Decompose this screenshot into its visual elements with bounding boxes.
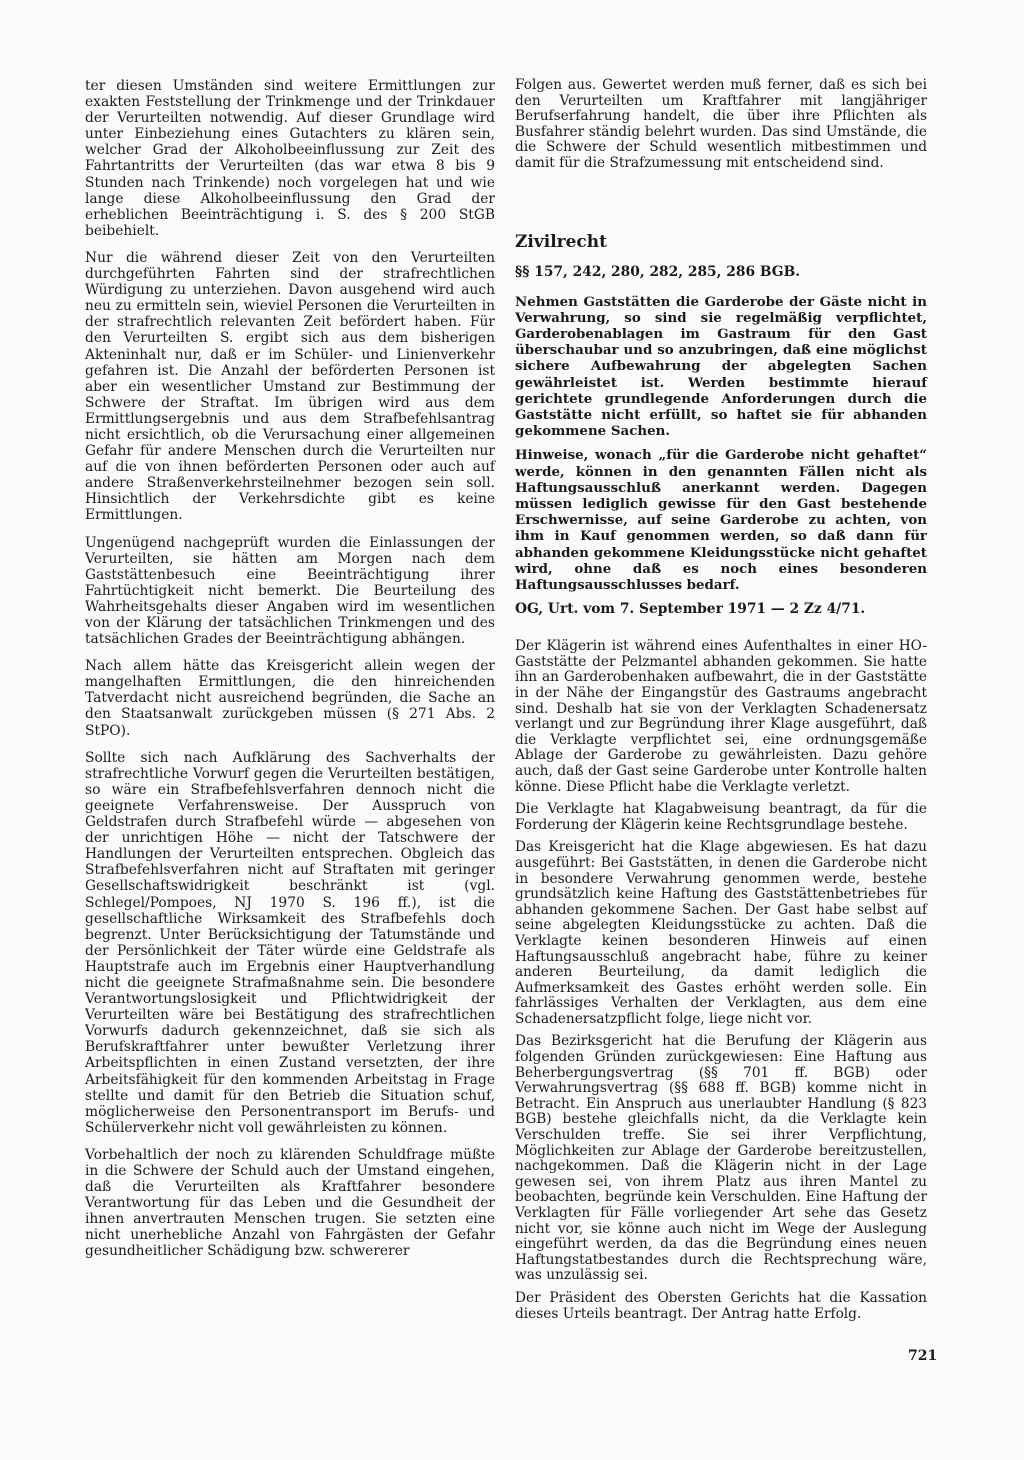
body-paragraph: ter diesen Umständen sind weitere Ermittlungen zur exakten Feststellung der Trinkmenge und der Trinkdauer der Verurteilten notwendig. Auf dieser Grundlage wird unter Einbeziehung eines Gutachters zu klären sein, welcher Grad der Alkoholbeeinflussung zur Zeit des Fahrtantritts der Verurteilten (das war etwa 8 bis 9 Stunden nach Trinkende) noch vorgelegen hat und wie lange diese Alkoholbeeinflussung den Grad der erheblichen Beeinträchtigung i. S. des § 200 StGB beibehielt. bbox=[85, 78, 495, 239]
body-paragraph: Ungenügend nachgeprüft wurden die Einlassungen der Verurteilten, sie hätten am Morgen nach dem Gaststättenbesuch eine Beeinträchtigung ihrer Fahrtüchtigkeit nicht bemerkt. Die Beurteilung des Wahrheitsgehalts dieser Angaben wird im wesentlichen von der Klärung der tatsächlichen Trinkmengen und des tatsächlichen Grades der Beeinträchtigung abhängen. bbox=[85, 534, 495, 648]
body-paragraph: Die Verklagte hat Klagabweisung beantragt, da für die Forderung der Klägerin keine Rechtsgrundlage bestehe. bbox=[515, 801, 927, 833]
body-paragraph: Der Präsident des Obersten Gerichts hat die Kassation dieses Urteils beantragt. Der Antrag hatte Erfolg. bbox=[515, 1289, 927, 1322]
continuation-paragraph: Folgen aus. Gewertet werden muß ferner, daß es sich bei den Verurteilten um Kraftfahrer mit langjähriger Berufserfahrung handelt, die über ihre Pflichten als Busfahrer ständig belehrt wurden. Das sind Umstände, die die Schwere der Schuld wesentlich mitbestimmen und damit für die Strafzumessung mit entscheidend sind. bbox=[515, 77, 927, 171]
body-paragraph: Nur die während dieser Zeit von den Verurteilten durchgeführten Fahrten sind der strafrechtlichen Würdigung zu unterziehen. Davon ausgehend wird auch neu zu ermitteln sein, wieviel Personen die Verurteilten in der strafrechtlich relevanten Zeit befördert haben. Für den Verurteilten S. ergibt sich aus dem bisherigen Akteninhalt nur, daß er im Schüler- und Linienverkehr gefahren ist. Die Anzahl der beförderten Personen ist aber ein wesentlicher Umstand zur Bestimmung der Schwere der Straftat. Im übrigen wird aus dem Ermittlungsergebnis und aus dem Strafbefehlsantrag nicht ersichtlich, ob die Verursachung einer allgemeinen Gefahr für andere Menschen durch die Verurteilten nur auf die von ihnen beförderten Personen oder auch auf andere Straßenverkehrsteilnehmer bezogen sein soll. Hinsichtlich der Verkehrsdichte gibt es keine Ermittlungen. bbox=[85, 249, 495, 524]
body-paragraph: Das Kreisgericht hat die Klage abgewiesen. Es hat dazu ausgeführt: Bei Gaststätten, in denen die Garderobe nicht in besondere Verwahrung genommen werde, bestehe grundsätzlich keine Haftung des Gaststättenbetriebes für abhanden gekommene Sachen. Der Gast habe selbst auf seine abgelegten Kleidungsstücke zu achten. Daß die Verklagte keinen besonderen Hinweis auf einen Haftungsausschluß angebracht habe, führe zu keiner anderen Beurteilung, da damit lediglich die Aufmerksamkeit des Gastes erhöht werden solle. Ein fahrlässiges Verhalten der Verklagten, aus dem eine Schadenersatzpflicht folge, liege nicht vor. bbox=[515, 839, 927, 1027]
body-paragraph: Sollte sich nach Aufklärung des Sachverhalts der strafrechtliche Vorwurf gegen die Verurteilten bestätigen, so wäre ein Strafbefehlsverfahren dennoch nicht die geeignete Verfahrensweise. Der Ausspruch von Geldstrafen durch Strafbefehl würde — abgesehen von der unrichtigen Höhe — nicht der Tatschwere der Handlungen der Verurteilten entsprechen. Obgleich das Strafbefehlsverfahren nicht auf Straftaten mit geringer Gesellschaftswidrigkeit beschränkt ist (vgl. Schlegel/Pompoes, NJ 1970 S. 196 ff.), ist die gesellschaftliche Wirksamkeit des Strafbefehls doch begrenzt. Unter Berücksichtigung der Tatumstände und der Persönlichkeit der Täter würde eine Geldstrafe als Hauptstrafe auch im Ergebnis einer Hauptverhandlung nicht die geeignete Strafmaßnahme sein. Die besondere Verantwortungslosigkeit und Pflichtwidrigkeit der Verurteilten wäre bei Bestätigung des strafrechtlichen Vorwurfs dadurch gekennzeichnet, daß sie sich als Berufskraftfahrer unter bewußter Verletzung ihrer Arbeitspflichten in einen Zustand versetzten, der ihre Arbeitsfähigkeit für den kommenden Arbeitstag in Frage stellte und damit für den Betrieb die Situation schuf, möglicherweise den Personentransport im Berufs- und Schülerverkehr nicht voll gewährleisten zu können. bbox=[85, 749, 495, 1136]
page-number: 721 bbox=[908, 1348, 938, 1364]
section-heading: Zivilrecht bbox=[515, 231, 607, 252]
body-paragraph: Der Klägerin ist während eines Aufenthaltes in einer HO-Gaststätte der Pelzmantel abhanden gekommen. Sie hatte ihn an Garderobenhaken aufbewahrt, die in der Gaststätte in der Nähe der Eingangstür des Gastraums angebracht sind. Deshalb hat sie von der Verklagten Schadenersatz verlangt und zur Begründung ihrer Klage ausgeführt, daß die Verklagte verpflichtet sei, eine ordnungsgemäße Ablage der Garderobe zu gewährleisten. Dazu gehöre auch, daß der Gast seine Garderobe unter Kontrolle halten könne. Diese Pflicht habe die Verklagte verletzt. bbox=[515, 638, 927, 795]
left-column bbox=[85, 78, 495, 1271]
body-paragraph: Das Bezirksgericht hat die Berufung der Klägerin aus folgenden Gründen zurückgewiesen: Eine Haftung aus Beherbergungsvertrag (§§ 701 ff. BGB) oder Verwahrungsvertrag (§§ 688 ff. BGB) komme nicht in Betracht. Ein Anspruch aus unerlaubter Handlung (§ 823 BGB) bestehe gleichfalls nicht, da die Verklagte kein Verschulden treffe. Sie sei ihrer Verpflichtung, Möglichkeiten zur Ablage der Garderobe bereitzustellen, nachgekommen. Daß die Klägerin nicht in der Lage gewesen sei, von ihrem Platz aus ihren Mantel zu beobachten, begründe kein Verschulden. Eine Haftung der Verklagten für Fälle vorliegender Art sehe das Gesetz nicht vor, sie könne auch nicht im Wege der Auslegung eingeführt werden, da das die Begründung eines neuen Haftungstatbestandes durch die Rechtsprechung wäre, was unzulässig sei. bbox=[515, 1033, 927, 1284]
headnote-paragraph: Nehmen Gaststätten die Garderobe der Gäste nicht in Verwahrung, so sind sie regelmäßig verpflichtet, Garderobenablagen im Gastraum für den Gast überschaubar und so anzubringen, daß eine möglichst sichere Aufbewahrung der abgelegten Sachen gewährleistet ist. Werden bestimmte hierauf gerichtete grundlegende Anforderungen durch die Gaststätte nicht erfüllt, so haftet sie für abhanden gekommene Sachen. bbox=[515, 293, 927, 440]
right-column bbox=[515, 78, 927, 1329]
body-paragraph: Vorbehaltlich der noch zu klärenden Schuldfrage müßte in die Schwere der Schuld auch der Umstand eingehen, daß die Verurteilten als Kraftfahrer besondere Verantwortung für das Leben und die Gesundheit der ihnen anvertrauten Menschen trugen. Sie setzten eine nicht unerhebliche Anzahl von Fahrgästen der Gefahr gesundheitlicher Schädigung bzw. schwererer bbox=[85, 1146, 495, 1260]
law-references: §§ 157, 242, 280, 282, 285, 286 BGB. bbox=[515, 263, 801, 280]
case-citation: OG, Urt. vom 7. September 1971 — 2 Zz 4/71. bbox=[515, 601, 866, 618]
body-paragraph: Nach allem hätte das Kreisgericht allein wegen der mangelhaften Ermittlungen, die den hinreichenden Tatverdacht nicht ausreichend begründen, die Sache an den Staatsanwalt zurückgeben müssen (§ 271 Abs. 2 StPO). bbox=[85, 658, 495, 739]
headnote-paragraph: Hinweise, wonach „für die Garderobe nicht gehaftet“ werde, können in den genannten Fällen nicht als Haftungsausschluß anerkannt werden. Dagegen müssen lediglich gewisse für den Gast bestehende Erschwernisse, auf seine Garderobe zu achten, von ihm in Kauf genommen werden, so daß dann für abhanden gekommene Kleidungsstücke nicht gehaftet wird, ohne daß es noch eines besonderen Haftungsausschlusses bedarf. bbox=[515, 447, 927, 594]
